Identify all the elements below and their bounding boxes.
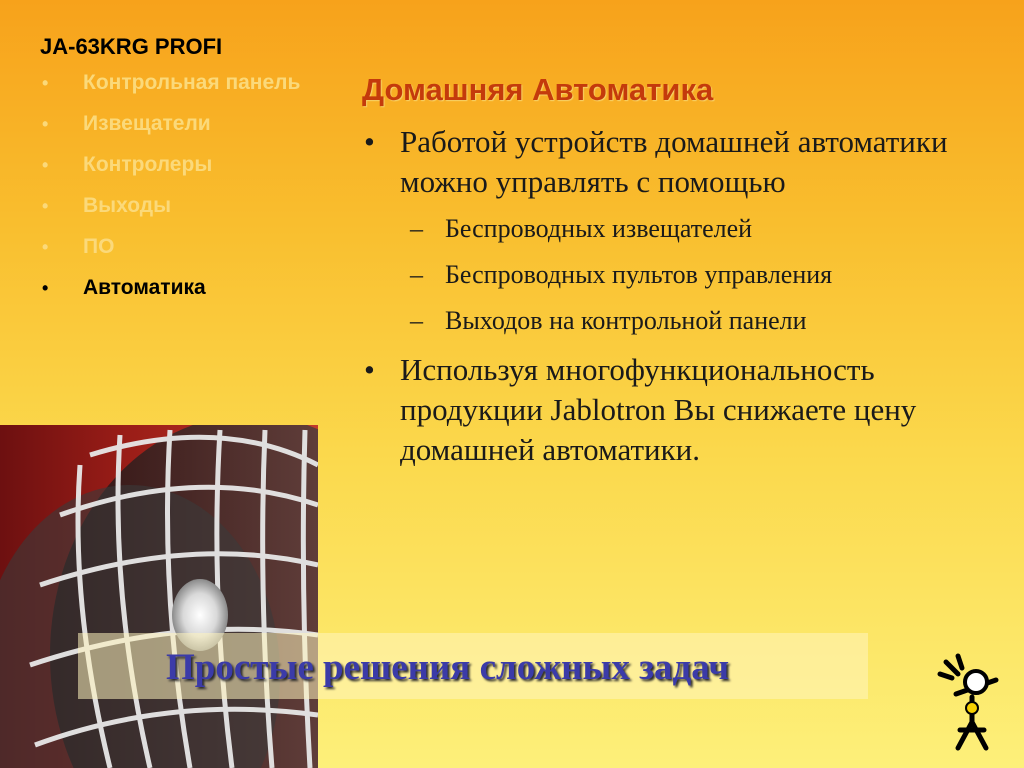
bullet-text-1: Работой устройств домашней автоматики можно управлять с помощью [400,124,948,199]
sub-list [400,212,1012,338]
bullet-icon: • [364,352,375,387]
bullet-text-2: Используя многофункциональность продукции Jablotron Вы снижаете цену домашней автоматики. [400,352,917,467]
bullet-icon: • [364,124,375,159]
bullet-icon: • [42,196,49,216]
sidebar-item-software[interactable] [40,234,320,260]
sidebar-nav [40,70,320,301]
bullet-icon: • [42,73,49,93]
sub-item-text: Выходов на контрольной панели [445,306,807,335]
bullet-item-2 [362,350,1012,470]
sidebar-item-automation[interactable] [40,275,320,301]
sub-item-1 [400,212,1012,246]
slogan: Простые решения сложных задач [166,647,730,688]
bullet-icon: • [42,278,49,298]
jablotron-logo-icon [936,652,1008,752]
main-content [362,72,1012,478]
sub-item-2 [400,258,1012,292]
sidebar-item-outputs[interactable] [40,193,320,219]
sidebar-item-controllers[interactable] [40,152,320,178]
sidebar-item-label: ПО [83,235,115,258]
sidebar-item-label: Контролеры [83,153,213,176]
bullet-list [362,122,1012,470]
sub-item-text: Беспроводных извещателей [445,214,753,243]
bullet-icon: • [42,237,49,257]
bullet-icon: • [42,155,49,175]
page-title: Домашняя Автоматика [362,72,714,107]
product-title: JA-63KRG PROFI [40,34,223,59]
sidebar-item-label: Контрольная панель [83,71,301,94]
fan-illustration [0,425,318,768]
dash-icon: – [410,214,423,243]
sidebar-item-label: Автоматика [83,276,206,299]
bullet-item-1 [362,122,1012,338]
fan-image [0,425,318,768]
dash-icon: – [410,306,423,335]
sidebar [40,34,320,316]
sidebar-item-control-panel[interactable] [40,70,320,96]
bullet-icon: • [42,114,49,134]
sub-item-3 [400,304,1012,338]
sidebar-item-detectors[interactable] [40,111,320,137]
sidebar-item-label: Извещатели [83,112,211,135]
sub-item-text: Беспроводных пультов управления [445,260,833,289]
dash-icon: – [410,260,423,289]
sidebar-item-label: Выходы [83,194,172,217]
